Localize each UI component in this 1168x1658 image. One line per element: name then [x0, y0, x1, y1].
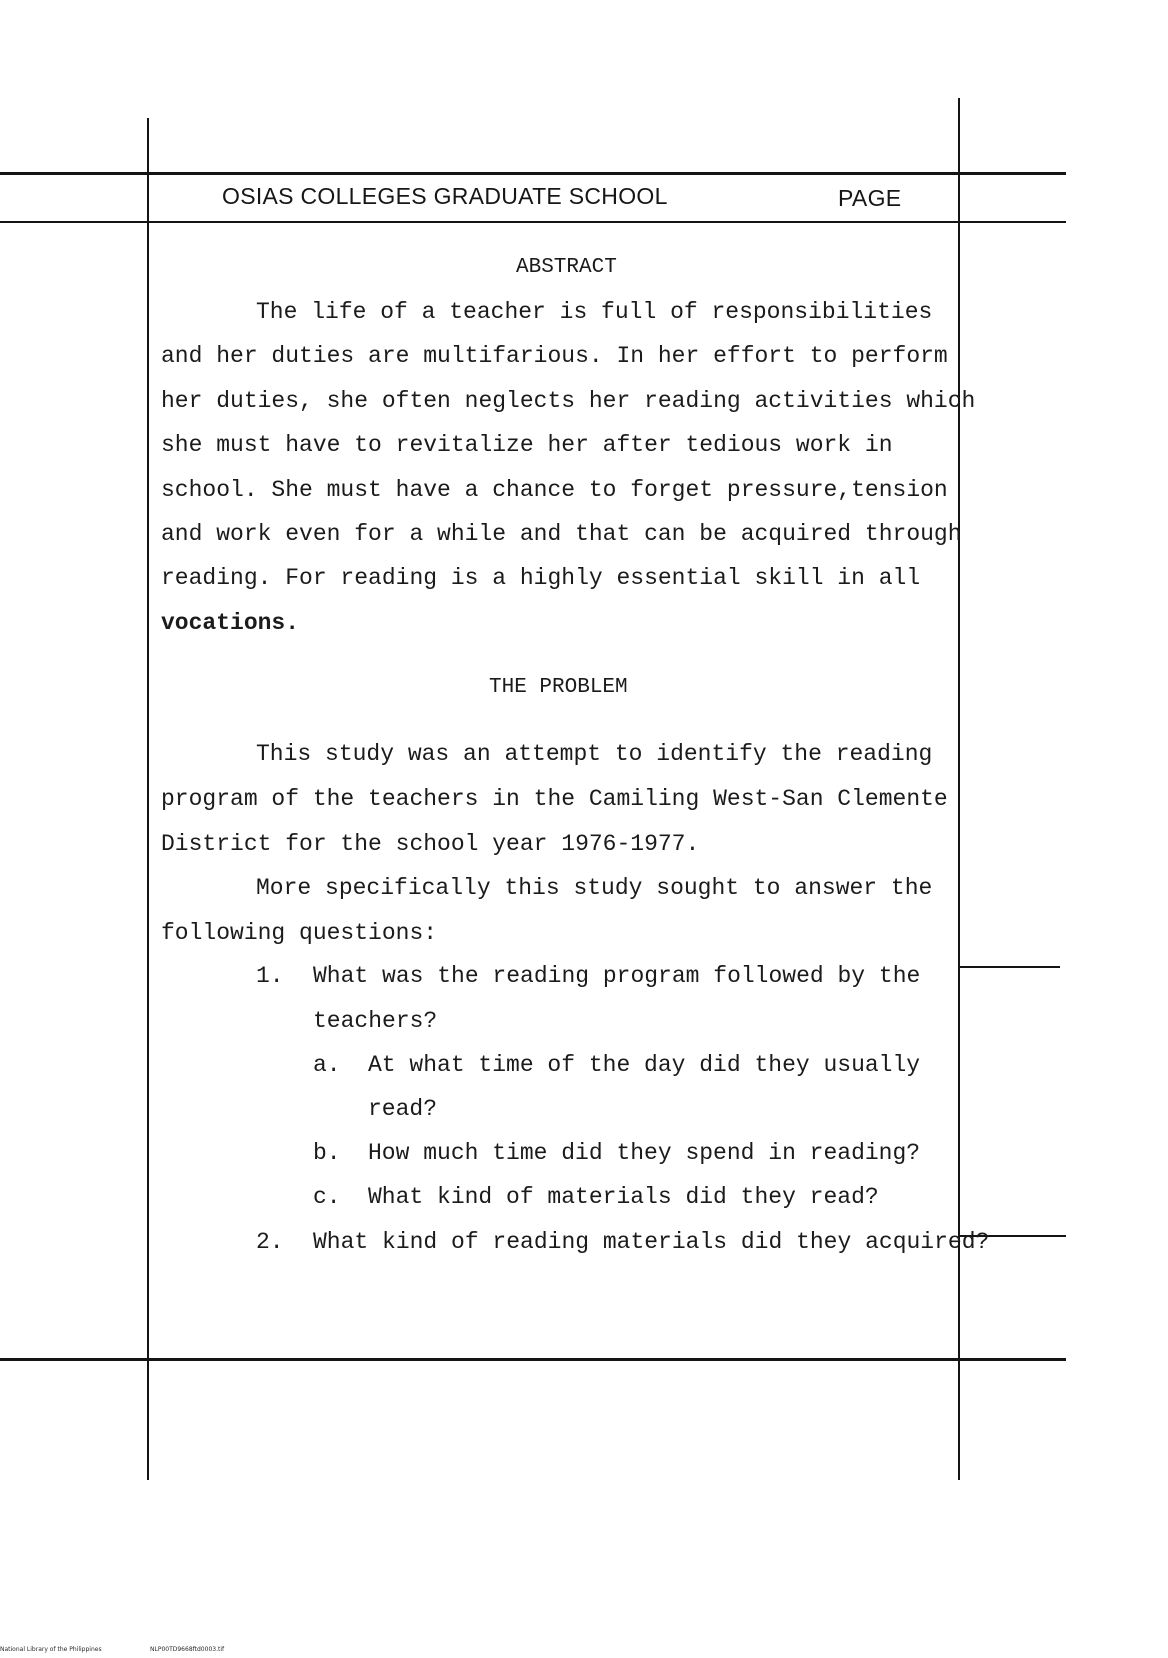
footer-library: National Library of the Philippines [0, 1646, 102, 1653]
subitem-letter: c. [313, 1184, 341, 1210]
question-line: What kind of reading materials did they acquired? [313, 1229, 990, 1255]
question-number: 1. [256, 963, 284, 989]
subitem-line: How much time did they spend in reading? [368, 1140, 921, 1166]
abstract-line: and her duties are multifarious. In her effort to perform [161, 343, 948, 369]
subitem-line: read? [368, 1096, 438, 1122]
question-line: teachers? [313, 1008, 438, 1034]
subitem-line: At what time of the day did they usually [368, 1052, 921, 1078]
subitem-line: What kind of materials did they read? [368, 1184, 879, 1210]
bottom-rule [0, 1358, 1066, 1361]
subitem-letter: a. [313, 1052, 341, 1078]
abstract-line: reading. For reading is a highly essential skill in all [161, 565, 921, 591]
problem-followup-line: More specifically this study sought to answer the [256, 875, 933, 901]
question-line: What was the reading program followed by the [313, 963, 921, 989]
page-label: PAGE [838, 185, 902, 211]
problem-intro-line: program of the teachers in the Camiling West-San Clemente [161, 786, 948, 812]
problem-intro-line: District for the school year 1976-1977. [161, 831, 700, 857]
abstract-line: and work even for a while and that can be acquired through [161, 521, 962, 547]
header-bottom-rule [0, 221, 1066, 223]
abstract-line: school. She must have a chance to forget pressure,tension [161, 477, 948, 503]
left-margin-rule [147, 118, 149, 1480]
abstract-line: vocations. [161, 610, 300, 636]
problem-heading: THE PROBLEM [489, 676, 628, 699]
abstract-line: The life of a teacher is full of responsibilities [256, 299, 933, 325]
right-margin-rule [958, 98, 960, 1480]
abstract-line: she must have to revitalize her after tedious work in [161, 432, 893, 458]
school-name: OSIAS COLLEGES GRADUATE SCHOOL [222, 183, 668, 209]
abstract-line: her duties, she often neglects her reading activities which [161, 388, 976, 414]
problem-followup-line: following questions: [161, 920, 438, 946]
right-tick-upper [960, 966, 1060, 968]
question-number: 2. [256, 1229, 284, 1255]
subitem-letter: b. [313, 1140, 341, 1166]
problem-intro-line: This study was an attempt to identify the reading [256, 741, 933, 767]
abstract-heading: ABSTRACT [516, 256, 617, 279]
top-rule [0, 172, 1066, 175]
footer-file-id: NLP00TD9668ftd0003.tif [150, 1646, 225, 1653]
